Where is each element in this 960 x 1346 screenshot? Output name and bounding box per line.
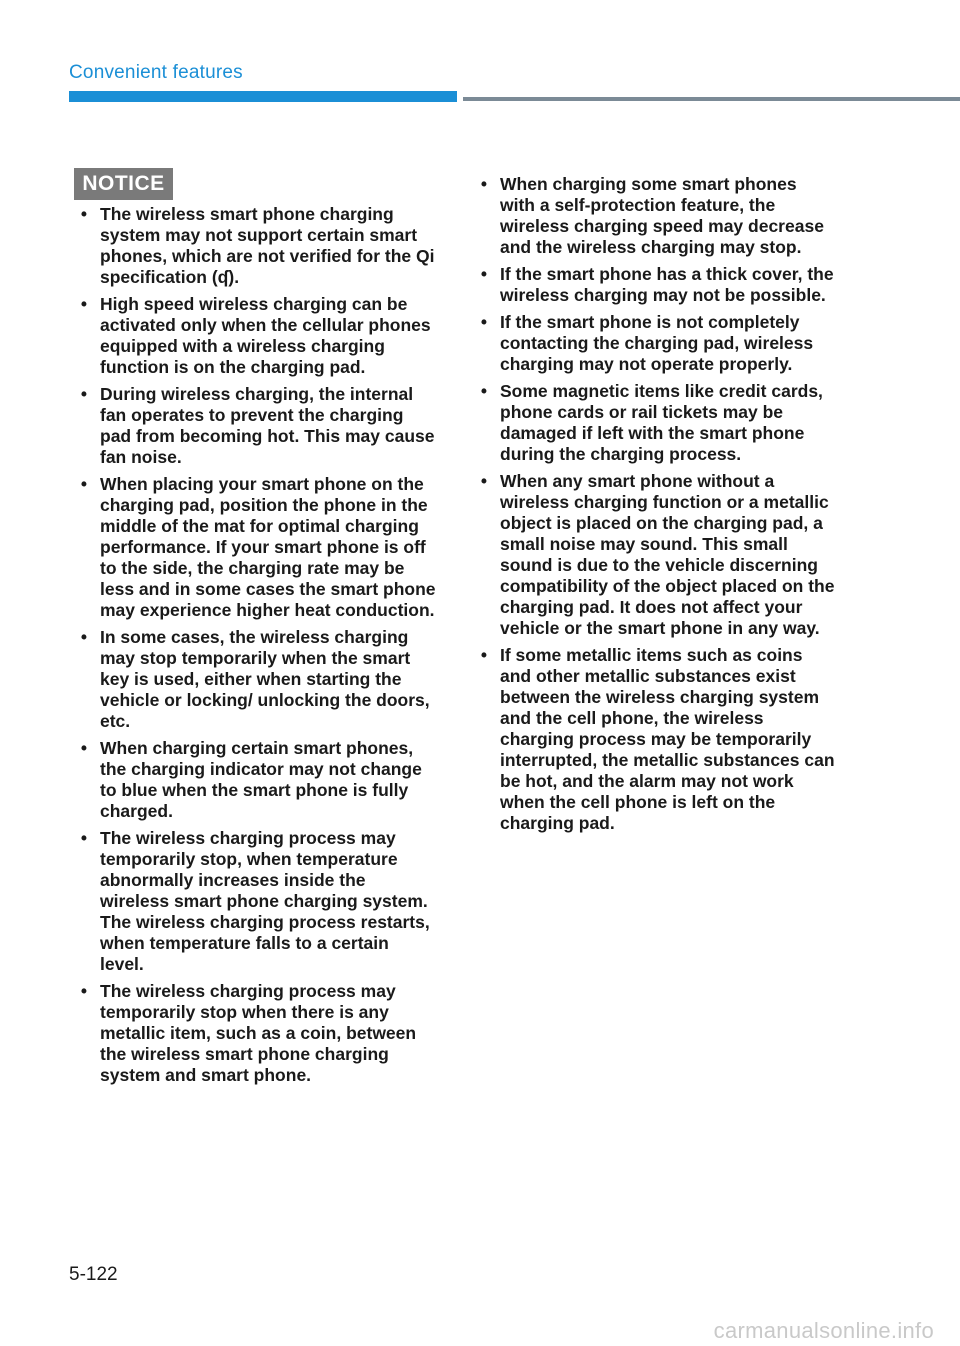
- notice-label: NOTICE: [74, 168, 173, 200]
- item-text: When charging some smart phones with a self-protection feature, the wireless charging speed may decrease and the wireless charging may stop.: [500, 174, 824, 257]
- header-rule-gray: [463, 97, 960, 101]
- notice-list-right: [474, 174, 836, 840]
- bullet-icon: •: [80, 627, 88, 647]
- bullet-icon: •: [80, 738, 88, 758]
- item-text-after-icon: ).: [228, 267, 240, 287]
- list-item: [74, 204, 436, 288]
- item-text: In some cases, the wireless charging may stop temporarily when the smart key is used, either when starting the vehicle or locking/ unlocking the doors, etc.: [100, 627, 430, 731]
- list-item: [74, 738, 436, 822]
- list-item: [474, 645, 836, 834]
- item-text: If the smart phone has a thick cover, the wireless charging may not be possible.: [500, 264, 834, 305]
- bullet-icon: •: [480, 381, 488, 401]
- list-item: [74, 474, 436, 621]
- item-text-before-icon: The wireless smart phone charging system may not support certain smart phones, which are not verified for the Qi specification (: [100, 204, 435, 287]
- list-item: [474, 312, 836, 375]
- watermark: carmanualsonline.info: [713, 1318, 934, 1343]
- bullet-icon: •: [80, 981, 88, 1001]
- list-item: [74, 294, 436, 378]
- item-text: High speed wireless charging can be activated only when the cellular phones equipped with a wireless charging function is on the charging pad.: [100, 294, 431, 377]
- header-rule-blue: [69, 91, 457, 102]
- list-item: [74, 981, 436, 1086]
- list-item: [474, 174, 836, 258]
- bullet-icon: •: [80, 384, 88, 404]
- bullet-icon: •: [80, 294, 88, 314]
- bullet-icon: •: [80, 828, 88, 848]
- item-text: The wireless charging process may temporarily stop, when temperature abnormally increases inside the wireless smart phone charging system. The wireless charging process restarts, when temperature falls to a certain level.: [100, 828, 430, 974]
- list-item: [74, 828, 436, 975]
- page-number: 5-122: [69, 1264, 118, 1285]
- bullet-icon: •: [80, 204, 88, 224]
- bullet-icon: •: [480, 312, 488, 332]
- list-item: [474, 381, 836, 465]
- item-text: When placing your smart phone on the charging pad, position the phone in the middle of the mat for optimal charging performance. If your smart phone is off to the side, the charging rate may be less and in some cases the smart phone may experience higher heat conduction.: [100, 474, 436, 620]
- item-text: When any smart phone without a wireless charging function or a metallic object is placed on the charging pad, a small noise may sound. This small sound is due to the vehicle discerning compatibility of the object placed on the charging pad. It does not affect your vehicle or the smart phone in any way.: [500, 471, 835, 638]
- item-text: If some metallic items such as coins and other metallic substances exist between the wireless charging system and the cell phone, the wireless charging process may be temporarily interrupted, the metallic substances can be hot, and the alarm may not work when the cell phone is left on the charging pad.: [500, 645, 835, 833]
- item-text: Some magnetic items like credit cards, phone cards or rail tickets may be damaged if left with the smart phone during the charging process.: [500, 381, 823, 464]
- bullet-icon: •: [480, 471, 488, 491]
- bullet-icon: •: [480, 264, 488, 284]
- bullet-icon: •: [480, 174, 488, 194]
- list-item: [74, 384, 436, 468]
- list-item: [74, 627, 436, 732]
- item-text: The wireless charging process may temporarily stop when there is any metallic item, such as a coin, between the wireless smart phone charging system and smart phone.: [100, 981, 417, 1085]
- section-title: Convenient features: [69, 62, 243, 83]
- list-item: [474, 264, 836, 306]
- item-text: During wireless charging, the internal fan operates to prevent the charging pad from becoming hot. This may cause fan noise.: [100, 384, 435, 467]
- list-item: [474, 471, 836, 639]
- item-text: When charging certain smart phones, the charging indicator may not change to blue when the smart phone is fully charged.: [100, 738, 422, 821]
- bullet-icon: •: [480, 645, 488, 665]
- bullet-icon: •: [80, 474, 88, 494]
- notice-list-left: [74, 204, 436, 1092]
- qi-logo-icon: ʠ: [217, 267, 229, 287]
- item-text: If the smart phone is not completely contacting the charging pad, wireless charging may not operate properly.: [500, 312, 814, 374]
